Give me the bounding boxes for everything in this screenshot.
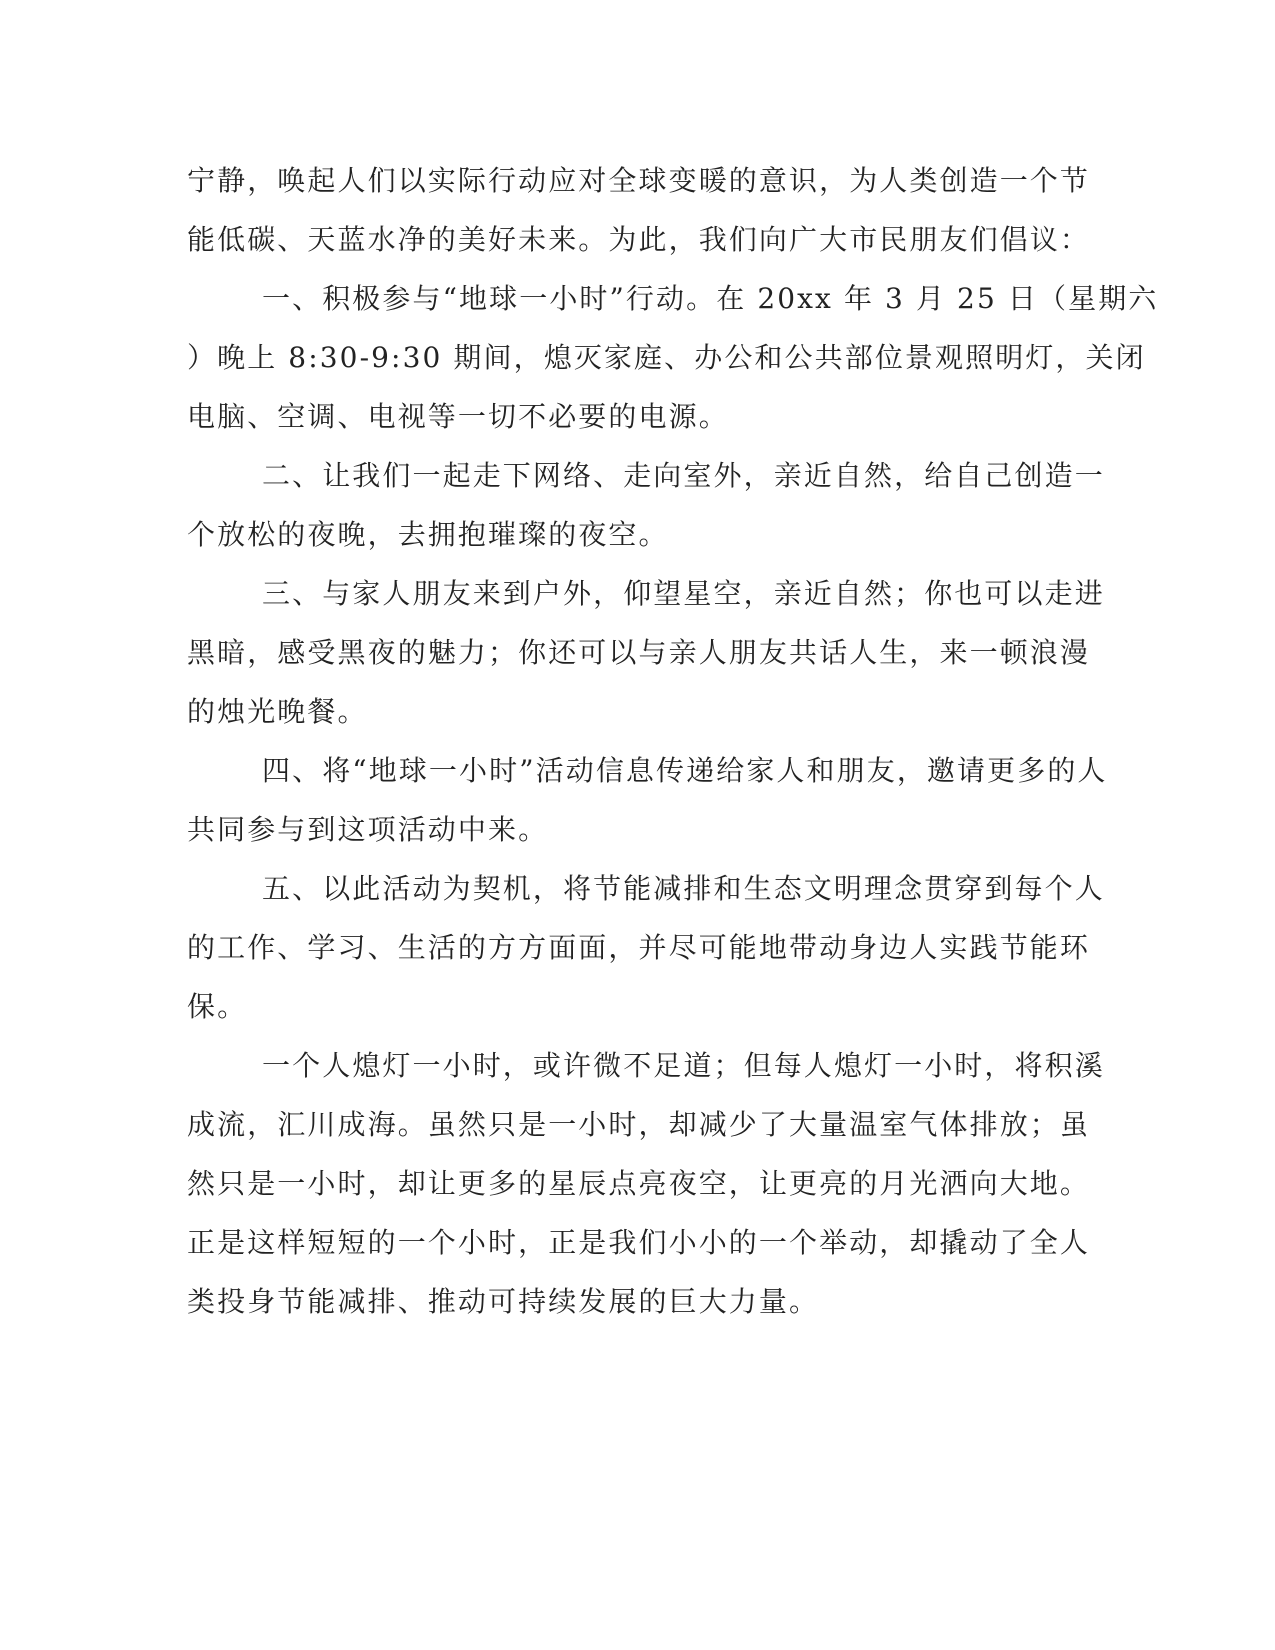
text-line: 能低碳、天蓝水净的美好未来。为此，我们向广大市民朋友们倡议： [187, 223, 1091, 256]
paragraph-first-line: 五、以此活动为契机，将节能减排和生态文明理念贯穿到每个人 [262, 872, 1105, 905]
text-line: 然只是一小时，却让更多的星辰点亮夜空，让更亮的月光洒向大地。 [187, 1167, 1091, 1200]
text-line: 保。 [187, 990, 248, 1023]
text-line: 正是这样短短的一个小时，正是我们小小的一个举动，却撬动了全人 [187, 1226, 1091, 1259]
text-line: 的烛光晚餐。 [187, 695, 368, 728]
text-line: 的工作、学习、生活的方方面面，并尽可能地带动身边人实践节能环 [187, 931, 1091, 964]
paragraph-first-line: 一个人熄灯一小时，或许微不足道；但每人熄灯一小时，将积溪 [262, 1049, 1105, 1082]
paragraph-first-line: 二、让我们一起走下网络、走向室外，亲近自然，给自己创造一 [262, 459, 1105, 492]
text-line: ）晚上 8:30-9:30 期间，熄灭家庭、办公和公共部位景观照明灯，关闭 [187, 341, 1146, 374]
text-line: 类投身节能减排、推动可持续发展的巨大力量。 [187, 1285, 820, 1318]
text-line: 个放松的夜晚，去拥抱璀璨的夜空。 [187, 518, 669, 551]
text-line: 宁静，唤起人们以实际行动应对全球变暖的意识，为人类创造一个节 [187, 164, 1091, 197]
paragraph-first-line: 四、将“地球一小时”活动信息传递给家人和朋友，邀请更多的人 [262, 754, 1108, 787]
text-line: 电脑、空调、电视等一切不必要的电源。 [187, 400, 729, 433]
text-line: 共同参与到这项活动中来。 [187, 813, 549, 846]
text-line: 成流，汇川成海。虽然只是一小时，却减少了大量温室气体排放；虽 [187, 1108, 1091, 1141]
text-line: 黑暗，感受黑夜的魅力；你还可以与亲人朋友共话人生，来一顿浪漫 [187, 636, 1091, 669]
paragraph-first-line: 一、积极参与“地球一小时”行动。在 20xx 年 3 月 25 日（星期六 [262, 282, 1159, 315]
paragraph-first-line: 三、与家人朋友来到户外，仰望星空，亲近自然；你也可以走进 [262, 577, 1105, 610]
